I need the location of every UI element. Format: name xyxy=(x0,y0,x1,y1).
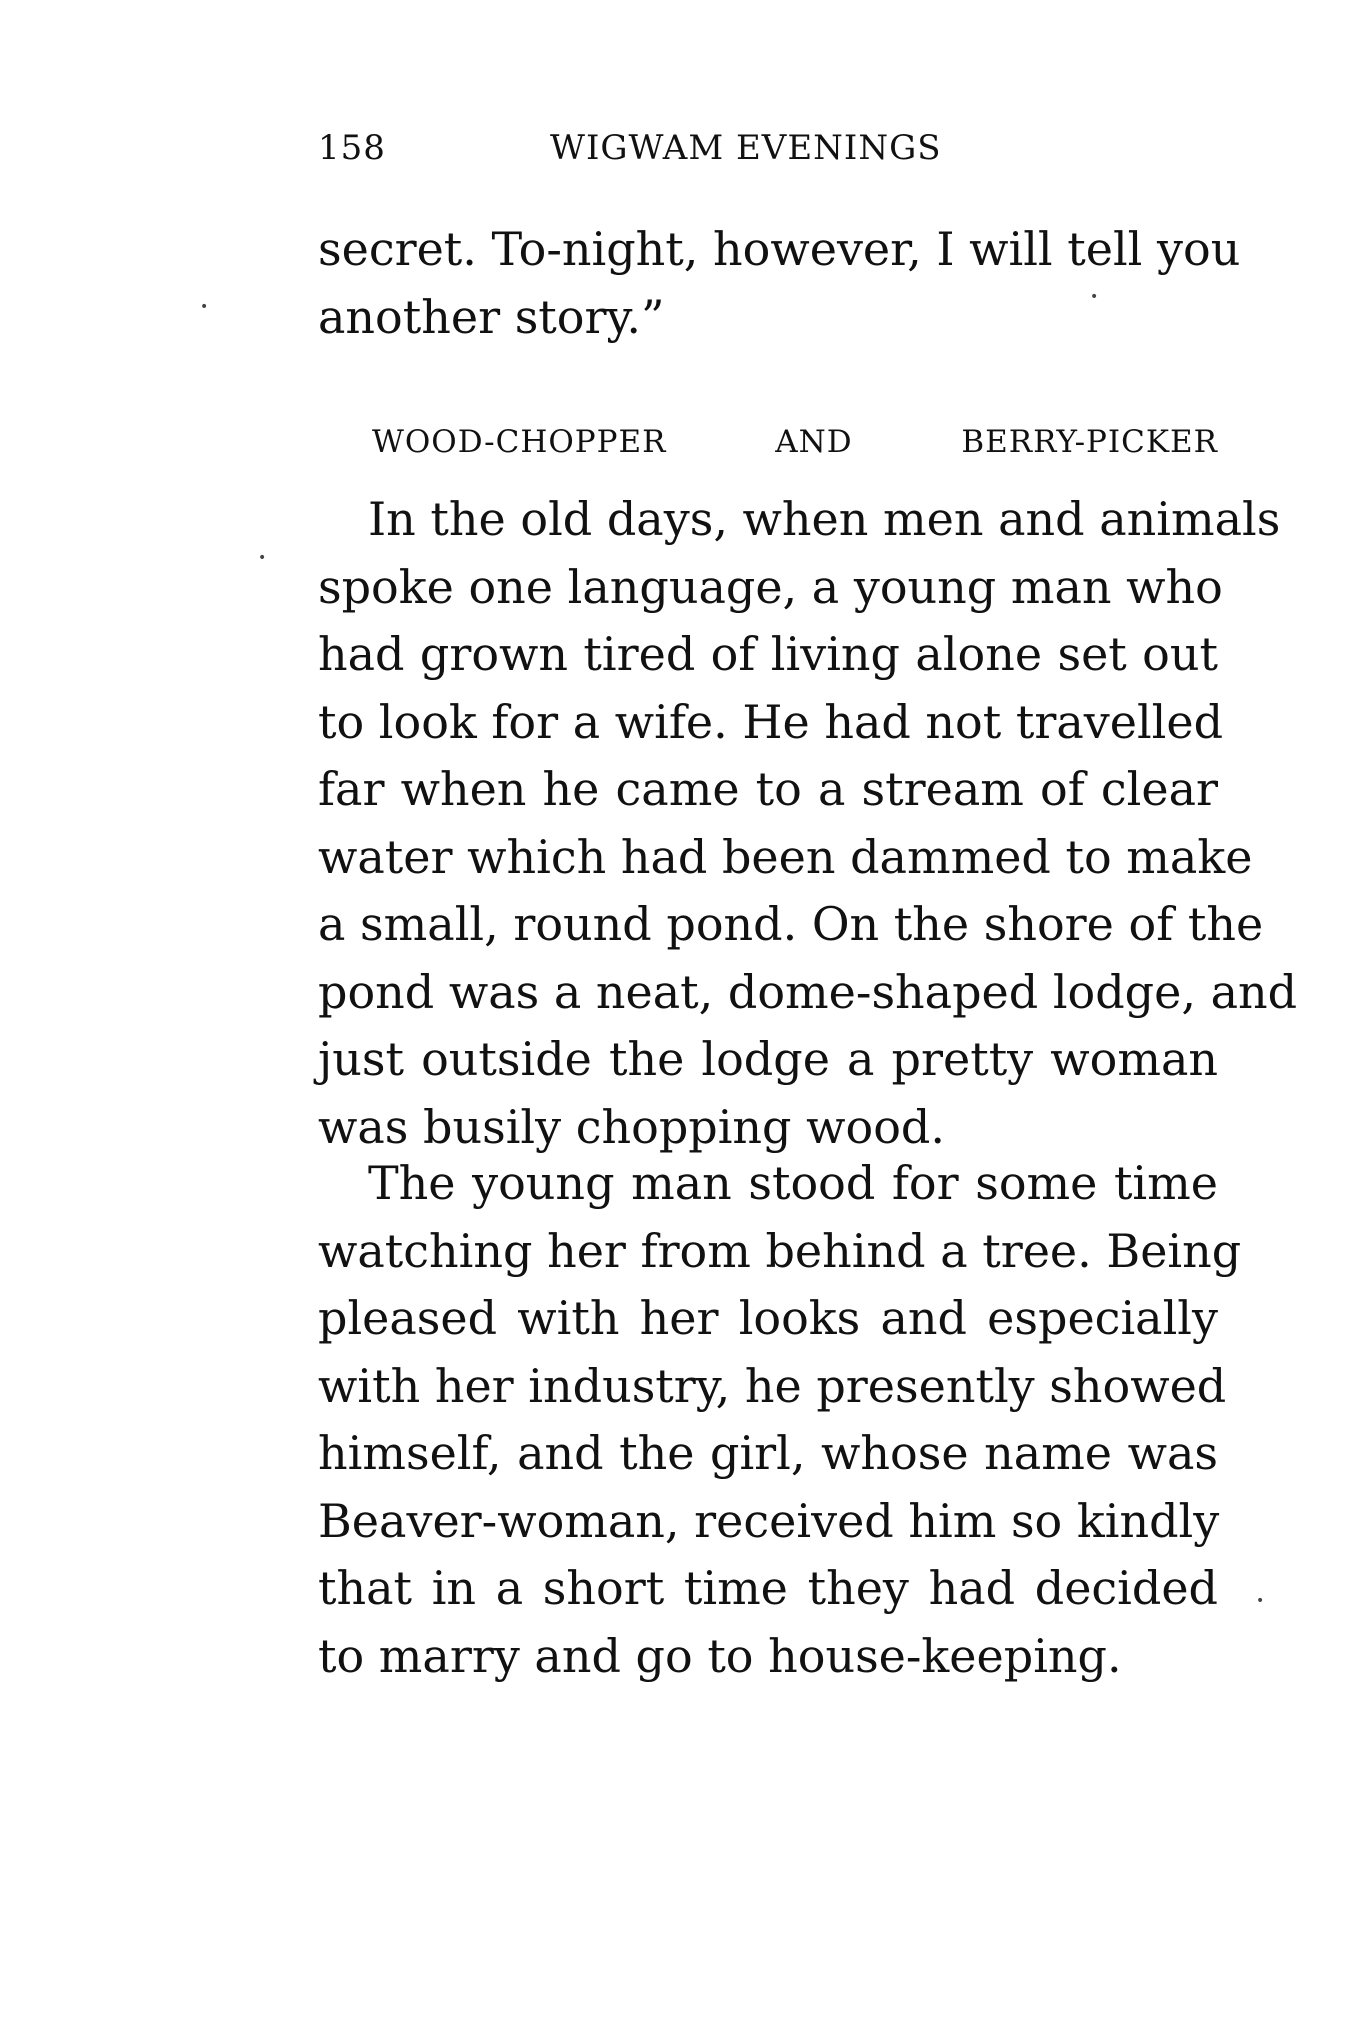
paragraph xyxy=(318,486,1298,1161)
text-line: spoke one language, a young man who xyxy=(318,559,1223,614)
text-line: Beaver-woman, received him so kindly xyxy=(318,1493,1220,1548)
text-line: a small, round pond. On the shore of the xyxy=(318,897,1264,951)
ink-speck: • xyxy=(1256,1593,1265,1609)
text-line: The young man stood for some time xyxy=(368,1156,1218,1210)
text-line: In the old days, when men and animals xyxy=(368,492,1281,546)
ink-speck: • xyxy=(258,550,267,566)
text-line: was busily chopping wood. xyxy=(318,1099,945,1154)
paragraph xyxy=(318,1150,1242,1690)
section-heading: WOOD-CHOPPER AND BERRY-PICKER xyxy=(372,424,1218,460)
text-line: pond was a neat, dome-shaped lodge, and xyxy=(318,964,1298,1019)
text-line: that in a short time they had decided xyxy=(318,1561,1218,1615)
text-line: secret. To-night, however, I will tell you xyxy=(318,222,1241,276)
text-line: watching her from behind a tree. Being xyxy=(318,1223,1242,1278)
text-line: had grown tired of living alone set out xyxy=(318,627,1218,681)
page-number: 158 xyxy=(318,128,386,168)
text-line: far when he came to a stream of clear xyxy=(318,762,1218,816)
running-title: WIGWAM EVENINGS xyxy=(550,128,942,168)
text-line: another story.” xyxy=(318,289,665,344)
text-line: to look for a wife. He had not travelled xyxy=(318,694,1224,749)
text-line: to marry and go to house-keeping. xyxy=(318,1628,1122,1683)
text-line: pleased with her looks and especially xyxy=(318,1291,1218,1345)
text-line: just outside the lodge a pretty woman xyxy=(318,1032,1218,1086)
running-head xyxy=(318,128,1018,168)
ink-speck: • xyxy=(1090,289,1099,305)
ink-speck: • xyxy=(200,299,209,315)
text-line: himself, and the girl, whose name was xyxy=(318,1426,1218,1480)
text-line: with her industry, he presently showed xyxy=(318,1358,1227,1413)
continued-paragraph xyxy=(318,216,1241,351)
text-line: water which had been dammed to make xyxy=(318,829,1253,884)
